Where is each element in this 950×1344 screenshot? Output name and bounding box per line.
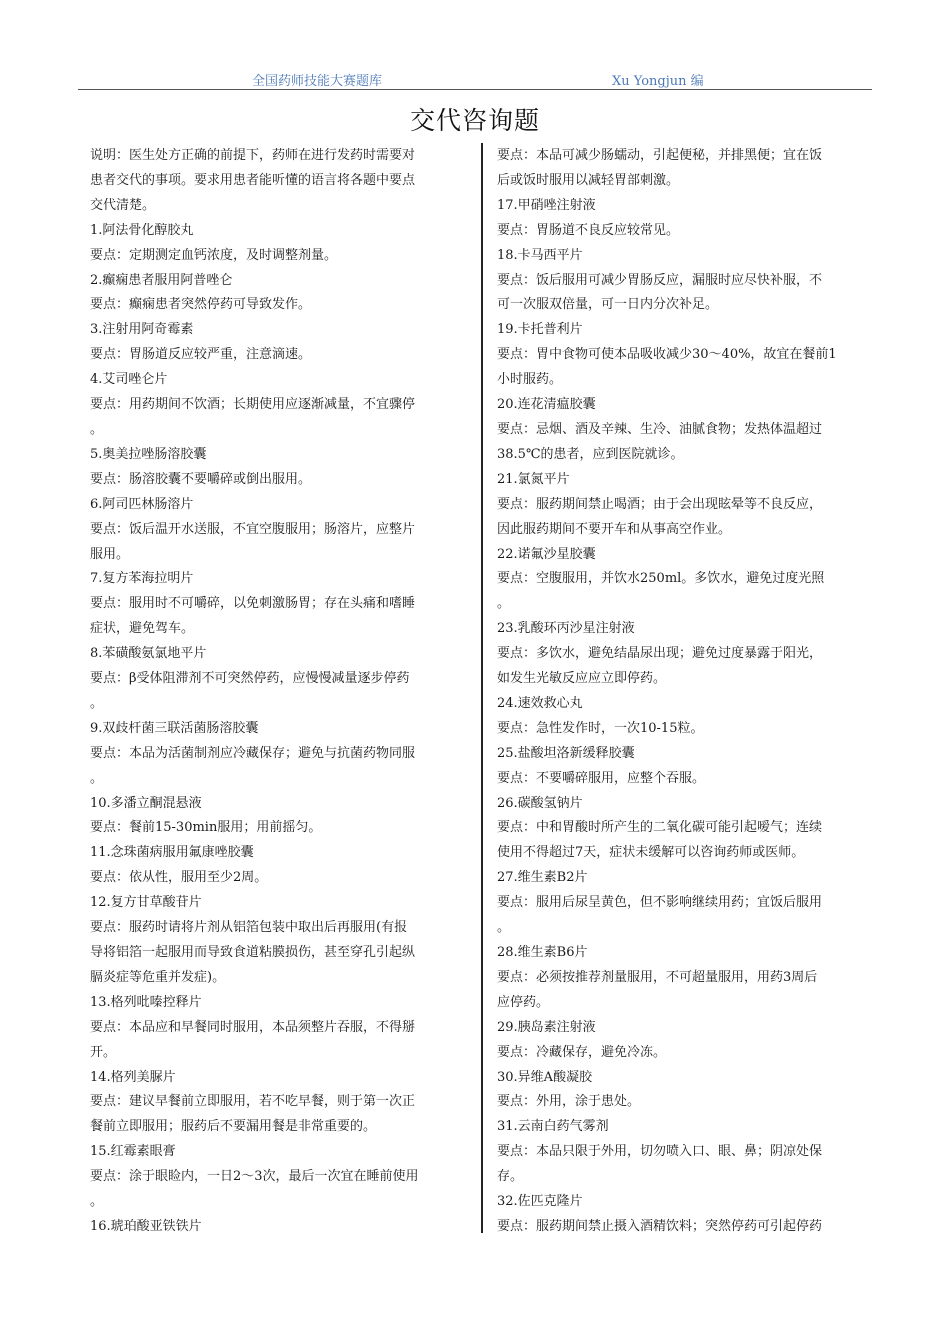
text-line: 。 [90,421,104,437]
text-line: 32.佐匹克隆片 [497,1194,583,1210]
text-line: 要点：空腹服用，并饮水250ml。多饮水，避免过度光照 [497,571,825,587]
text-line: 24.速效救心丸 [497,695,583,711]
text-line: 开。 [90,1044,117,1060]
text-line: 17.甲硝唑注射液 [497,197,596,213]
text-line: 膈炎症等危重并发症)。 [90,969,226,985]
text-line: 11.念珠菌病服用氟康唑胶囊 [90,845,254,861]
page-title: 交代咨询题 [409,106,540,135]
text-line: 如发生光敏反应应立即停药。 [497,671,667,687]
text-line: 2.癫痫患者服用阿普唑仑 [90,272,233,288]
text-line: 交代清楚。 [90,197,156,213]
text-line: 26.碳酸氢钠片 [497,795,583,811]
text-line: 要点：胃中食物可使本品吸收减少30～40%，故宜在餐前1 [497,347,837,363]
text-line: 。 [90,770,104,786]
text-line: 要点：忌烟、酒及辛辣、生冷、油腻食物；发热体温超过 [497,421,823,437]
text-line: 说明：医生处方正确的前提下，药师在进行发药时需要对 [90,148,416,163]
text-line: 要点：不要嚼碎服用，应整个吞服。 [497,770,706,786]
text-line: 小时服药。 [497,372,563,388]
text-line: 19.卡托普利片 [497,322,583,338]
text-line: 要点：饭后服用可减少胃肠反应，漏服时应尽快补服，不 [497,272,823,288]
text-line: 要点：本品为活菌制剂应冷藏保存；避免与抗菌药物同服 [90,745,416,761]
text-line: 16.琥珀酸亚铁铁片 [90,1218,202,1234]
text-line: 。 [90,695,104,711]
text-line: 要点：饭后温开水送服，不宜空腹服用；肠溶片，应整片 [90,521,416,537]
text-line: 要点：外用，涂于患处。 [497,1094,641,1110]
text-line: 要点：本品只限于外用，切勿喷入口、眼、鼻；阴凉处保 [497,1144,823,1160]
text-line: 10.多潘立酮混悬液 [90,795,202,811]
text-line: 23.乳酸环丙沙星注射液 [497,621,635,637]
text-line: 要点：必须按推荐剂量服用，不可超量服用，用药3周后 [497,969,818,985]
text-line: 要点：建议早餐前立即服用，若不吃早餐，则于第一次正 [90,1094,416,1110]
text-line: 要点：胃肠道反应较严重，注意滴速。 [90,347,312,363]
text-line: 使用不得超过7天，症状未缓解可以咨询药师或医师。 [497,845,805,861]
text-line: 患者交代的事项。要求用患者能听懂的语言将各题中要点 [90,172,416,188]
header-left-text: 全国药师技能大赛题库 [252,74,383,89]
text-line: 要点：服用后尿呈黄色，但不影响继续用药；宜饭后服用 [497,895,823,911]
left-column [90,144,456,1240]
text-line: 要点：肠溶胶囊不要嚼碎或倒出服用。 [90,471,312,487]
text-line: 要点：癫痫患者突然停药可导致发作。 [90,297,312,313]
text-line: 3.注射用阿奇霉素 [90,322,194,338]
text-line: 应停药。 [497,994,550,1010]
text-line: 要点：服药时请将片剂从铝箔包装中取出后再服用(有报 [90,920,408,936]
text-line: 22.诺氟沙星胶囊 [497,546,596,562]
text-line: 要点：本品可减少肠蠕动，引起便秘，并排黑便；宜在饭 [497,148,823,163]
text-line: 要点：急性发作时，一次10-15粒。 [497,720,704,736]
text-line: 要点：服药期间禁止摄入酒精饮料；突然停药可引起停药 [497,1218,823,1234]
text-line: 21.氯氮平片 [497,471,570,487]
text-line: 要点：定期测定血钙浓度，及时调整剂量。 [90,247,338,263]
text-line: 28.维生素B6片 [497,945,588,960]
text-line: 38.5℃的患者，应到医院就诊。 [497,446,684,462]
text-line: 导将铝箔一起服用而导致食道粘膜损伤，甚至穿孔引起纵 [90,945,416,960]
text-line: 15.红霉素眼膏 [90,1144,176,1160]
header-divider [78,89,872,90]
text-line: 25.盐酸坦洛新缓释胶囊 [497,745,635,761]
right-column [497,144,863,1240]
text-line: 。 [90,1194,104,1210]
text-line: 要点：服用时不可嚼碎，以免刺激肠胃；存在头痛和嗜睡 [90,596,416,612]
text-line: 要点：β受体阻滞剂不可突然停药，应慢慢减量逐步停药 [90,671,410,687]
text-line: 30.异维A酸凝胶 [497,1069,593,1085]
text-line: 要点：冷藏保存，避免冷冻。 [497,1044,667,1060]
text-line: 14.格列美脲片 [90,1069,176,1085]
header-right-text: Xu Yongjun 编 [612,74,704,89]
text-line: 要点：多饮水，避免结晶尿出现；避免过度暴露于阳光， [497,646,823,662]
text-line: 要点：依从性，服用至少2周。 [90,870,268,886]
column-divider [481,143,483,1233]
text-line: 8.苯磺酸氨氯地平片 [90,646,207,662]
text-line: 18.卡马西平片 [497,247,583,263]
text-line: 可一次服双倍量，可一日内分次补足。 [497,297,719,313]
text-line: 31.云南白药气雾剂 [497,1119,609,1135]
text-line: 后或饭时服用以减轻胃部刺激。 [497,172,680,188]
text-line: 20.连花清瘟胶囊 [497,397,596,413]
text-line: 要点：服药期间禁止喝酒；由于会出现眩晕等不良反应， [497,496,823,512]
text-line: 因此服药期间不要开车和从事高空作业。 [497,521,732,537]
text-line: 12.复方甘草酸苷片 [90,895,202,911]
text-line: 要点：中和胃酸时所产生的二氧化碳可能引起嗳气；连续 [497,820,823,836]
text-line: 。 [497,596,511,612]
text-line: 5.奥美拉唑肠溶胶囊 [90,446,207,462]
text-line: 要点：胃肠道不良反应较常见。 [497,222,680,238]
text-line: 症状，避免驾车。 [90,621,195,637]
text-line: 9.双歧杆菌三联活菌肠溶胶囊 [90,720,259,736]
text-line: 存。 [497,1169,524,1185]
text-line: 13.格列吡嗪控释片 [90,994,202,1010]
text-line: 29.胰岛素注射液 [497,1019,596,1035]
text-line: 要点：本品应和早餐同时服用，本品须整片吞服，不得掰 [90,1019,416,1035]
text-line: 4.艾司唑仑片 [90,372,168,388]
text-line: 1.阿法骨化醇胶丸 [90,222,194,238]
text-line: 服用。 [90,546,130,562]
text-line: 要点：涂于眼睑内，一日2～3次，最后一次宜在睡前使用 [90,1169,419,1185]
text-line: 要点：餐前15-30min服用；用前摇匀。 [90,820,322,836]
text-line: 。 [497,920,511,936]
text-line: 6.阿司匹林肠溶片 [90,496,194,512]
text-line: 餐前立即服用；服药后不要漏用餐是非常重要的。 [90,1119,377,1135]
text-line: 7.复方苯海拉明片 [90,571,194,587]
text-line: 27.维生素B2片 [497,870,588,886]
text-line: 要点：用药期间不饮酒；长期使用应逐渐减量，不宜骤停 [90,397,416,413]
